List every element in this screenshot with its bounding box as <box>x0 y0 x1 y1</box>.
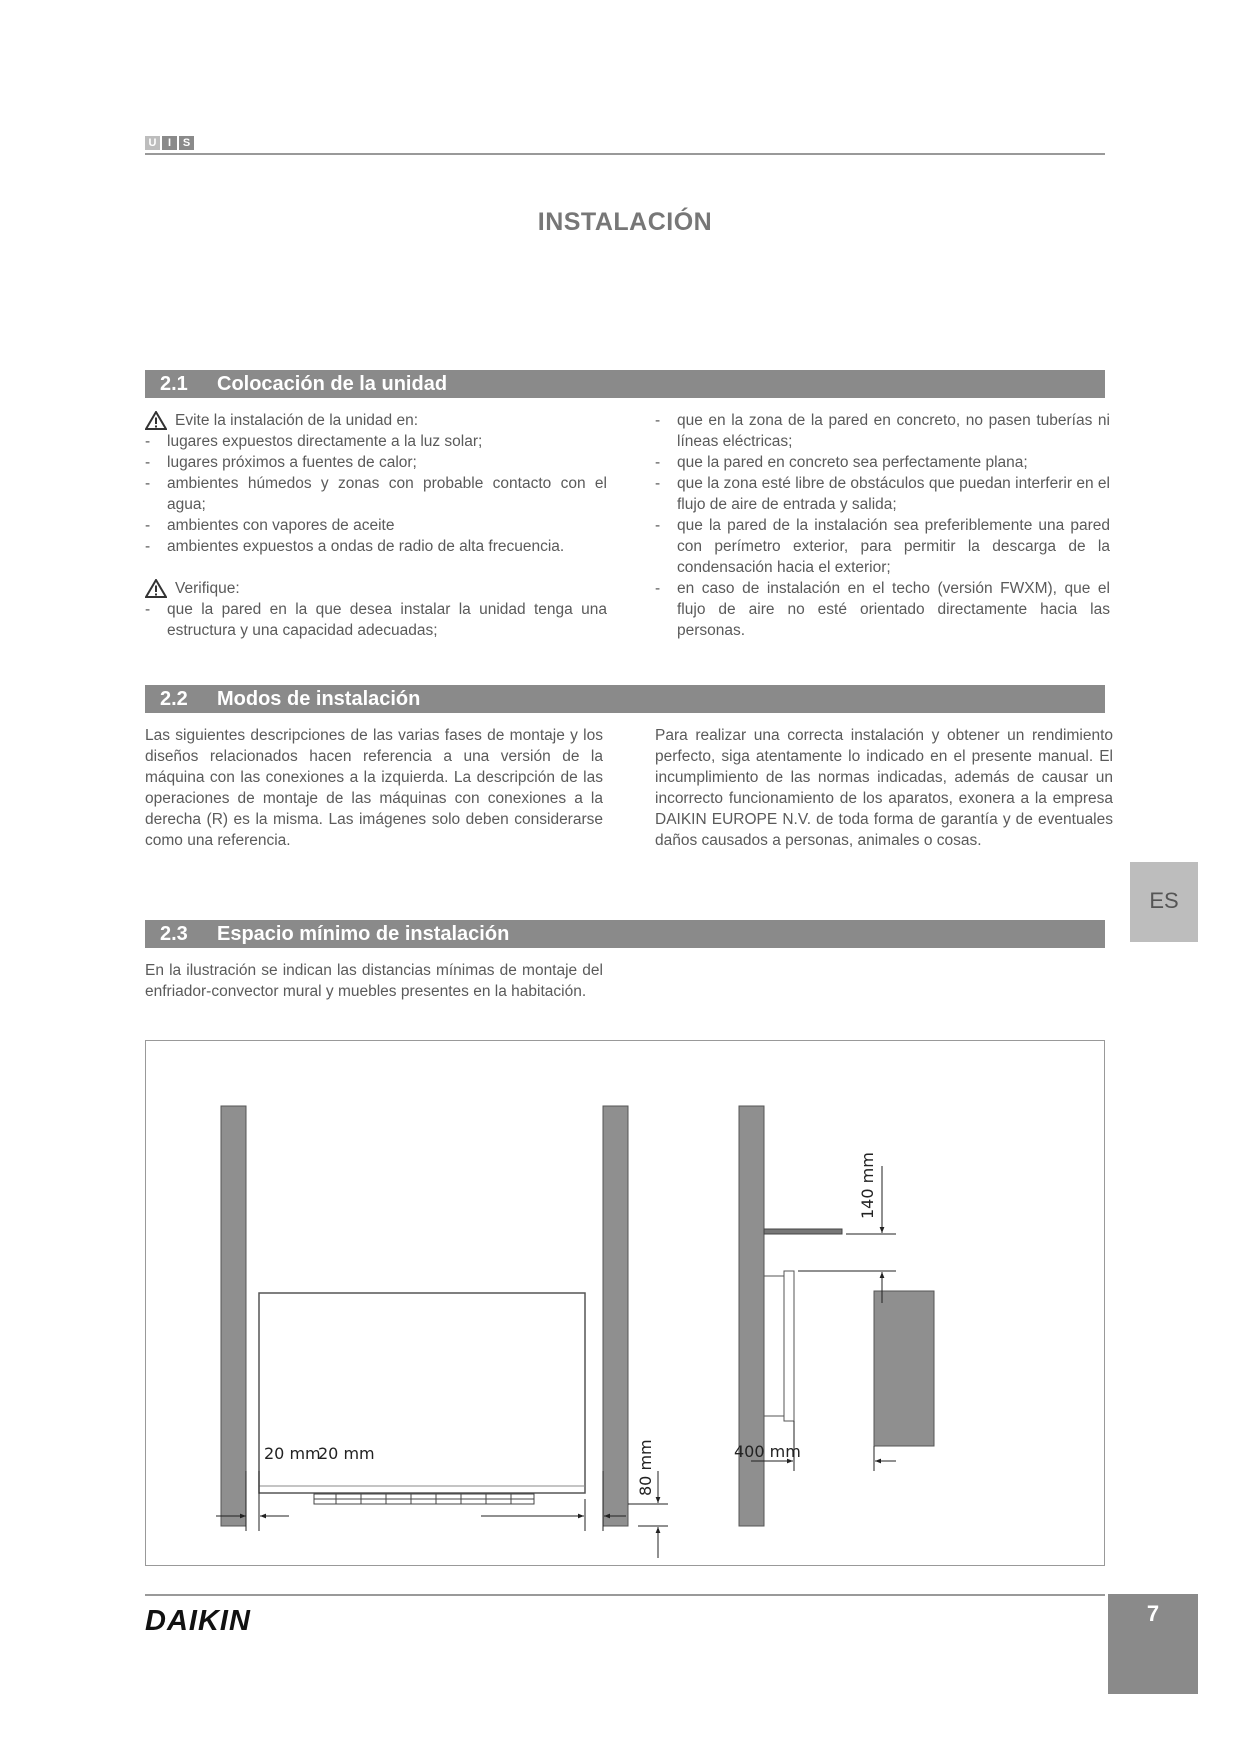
avoid-heading <box>145 410 607 431</box>
list-item: - que la pared de la instalación sea preferiblemente una pared con perímetro exterior, para permitir la descarga de la condensación hacia el exterior; <box>655 517 1110 576</box>
page-title: INSTALACIÓN <box>537 208 713 236</box>
dim-400-label: 400 mm <box>734 1442 801 1461</box>
warning-icon <box>145 411 167 430</box>
header-divider <box>145 153 1105 155</box>
uis-letter-u: U <box>145 136 160 150</box>
section-number: 2.3 <box>160 923 188 945</box>
daikin-logo: DAIKIN <box>145 1605 251 1637</box>
uis-letter-i: I <box>162 136 177 150</box>
side-wall <box>739 1106 764 1526</box>
s2-left-text: Las siguientes descripciones de las varias fases de montaje y los diseños relacionados hacen referencia a una versión de la máquina con las conexiones a la izquierda. La descripción de las operaciones de montaje de las máquinas con conexiones a la derecha (R) es la misma. Las imágenes solo deben considerarse como una referencia. <box>145 727 603 849</box>
shelf <box>764 1229 842 1234</box>
list-item: - que la pared en la que desea instalar la unidad tenga una estructura y una capacidad adecuadas; <box>145 601 607 639</box>
s3-text: En la ilustración se indican las distancias mínimas de montaje del enfriador-convector mural y muebles presentes en la habitación. <box>145 962 603 1000</box>
right-wall <box>603 1106 628 1526</box>
section-label: Modos de instalación <box>217 688 421 710</box>
installation-diagram <box>145 1040 1105 1566</box>
list-item: - lugares expuestos directamente a la luz solar; <box>145 433 483 450</box>
section-label: Espacio mínimo de instalación <box>217 923 510 945</box>
section-label: Colocación de la unidad <box>217 373 448 395</box>
furniture <box>874 1291 934 1446</box>
dim-20-right-label: 20 mm <box>318 1444 375 1463</box>
avoid-title: Evite la instalación de la unidad en: <box>175 412 418 429</box>
list-item: - que la pared en concreto sea perfectamente plana; <box>655 454 1028 471</box>
section-number: 2.2 <box>160 688 188 710</box>
list-item: - ambientes húmedos y zonas con probable contacto con el agua; <box>145 475 607 513</box>
warning-icon <box>145 579 167 598</box>
section-header-2-2 <box>145 685 1105 713</box>
list-item: - lugares próximos a fuentes de calor; <box>145 454 417 471</box>
dim-20-left-label: 20 mm <box>264 1444 321 1463</box>
language-tab: ES <box>1130 862 1198 942</box>
uis-badge <box>145 136 194 150</box>
s2-right-text: Para realizar una correcta instalación y obtener un rendimiento perfecto, siga atentamente lo indicado en el presente manual. El incumplimiento de las normas indicadas, además de causar un incorrecto funcionamiento de los aparatos, exonera a la empresa DAIKIN EUROPE N.V. de toda forma de garantía y de eventuales daños causados a personas, animales o cosas. <box>655 727 1113 849</box>
list-item: - ambientes expuestos a ondas de radio de alta frecuencia. <box>145 538 565 555</box>
uis-letter-s: S <box>179 136 194 150</box>
list-item: - ambientes con vapores de aceite <box>145 517 395 534</box>
list-item: - en caso de instalación en el techo (versión FWXM), que el flujo de aire no esté orientado directamente hacia las personas. <box>655 580 1110 639</box>
s1-right-column <box>655 410 1110 641</box>
footer-divider <box>145 1594 1105 1596</box>
diagram-svg <box>146 1041 1104 1565</box>
unit-side <box>764 1276 784 1416</box>
page-number: 7 <box>1108 1594 1198 1694</box>
dim-140-label: 140 mm <box>858 1152 877 1219</box>
verify-title: Verifique: <box>175 580 240 597</box>
list-item: - que en la zona de la pared en concreto, no pasen tuberías ni líneas eléctricas; <box>655 412 1110 450</box>
dim-80-label: 80 mm <box>636 1439 655 1496</box>
unit-front <box>259 1293 585 1493</box>
verify-heading <box>145 578 607 599</box>
list-item: - que la zona esté libre de obstáculos que puedan interferir en el flujo de aire de entrada y salida; <box>655 475 1110 513</box>
left-wall <box>221 1106 246 1526</box>
s1-left-column <box>145 410 607 641</box>
section-header-2-3 <box>145 920 1105 948</box>
section-number: 2.1 <box>160 373 188 395</box>
section-header-2-1 <box>145 370 1105 398</box>
